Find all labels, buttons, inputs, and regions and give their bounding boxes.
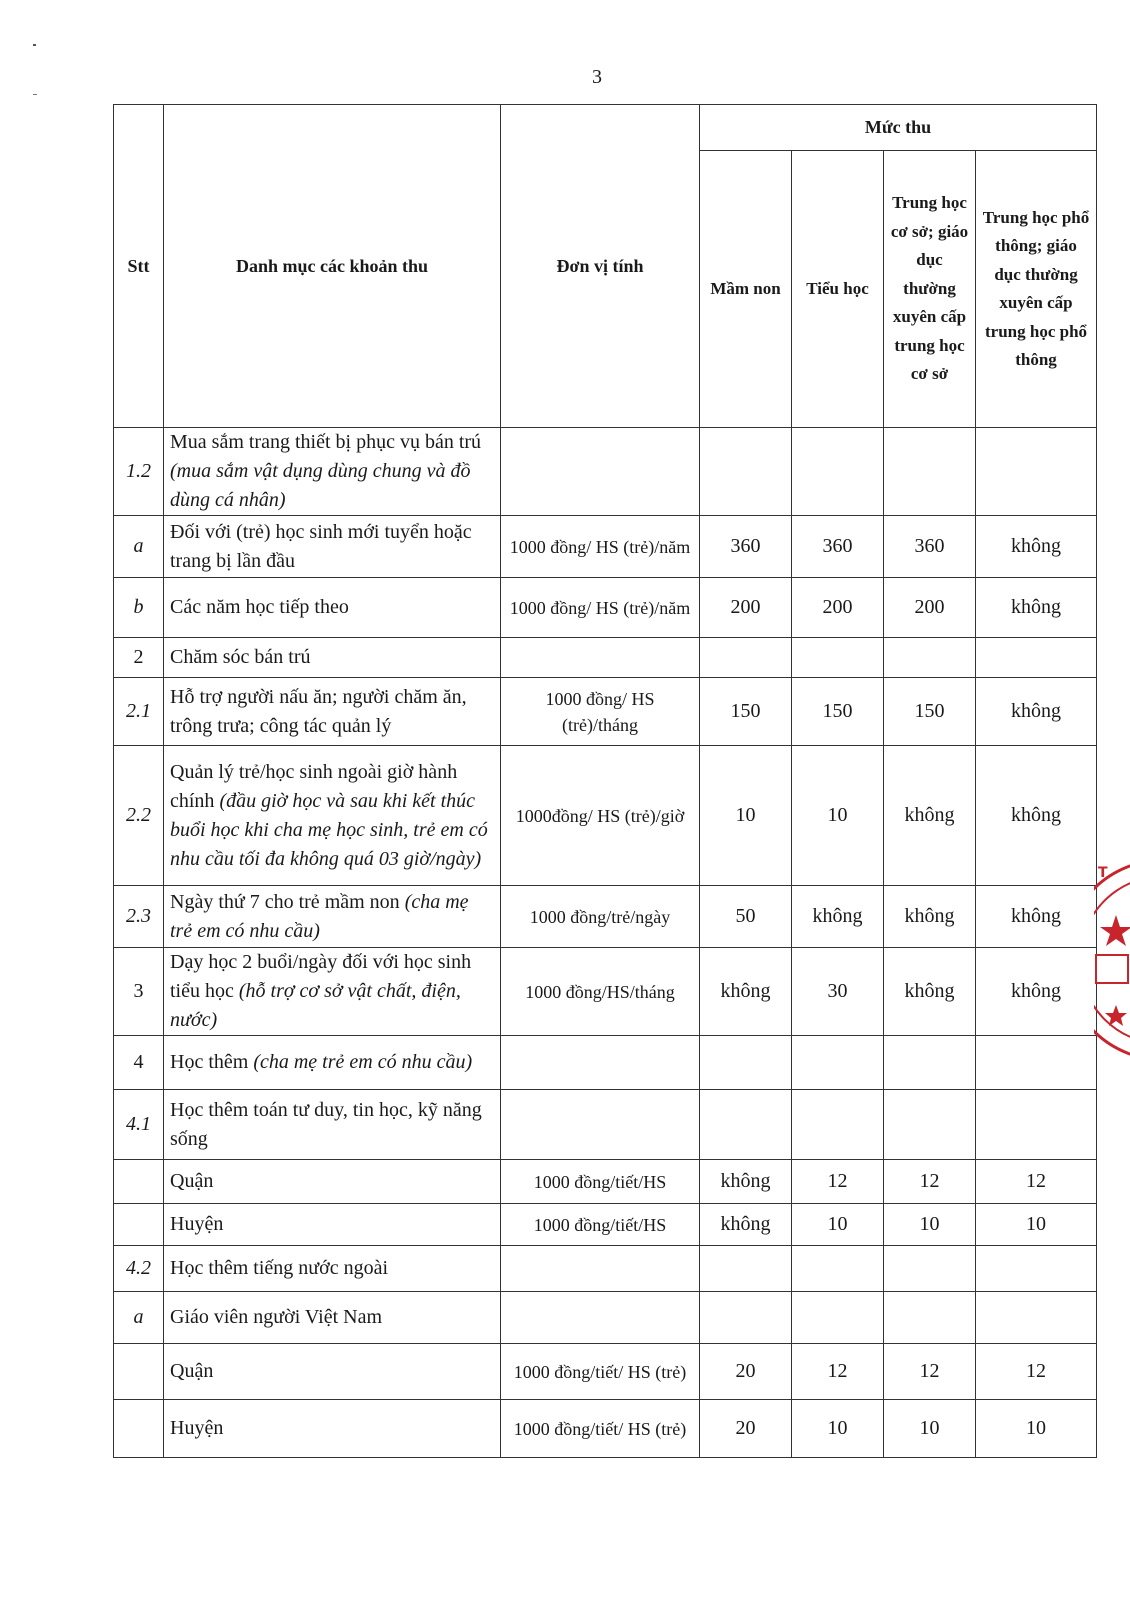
table-row (114, 746, 1097, 886)
row-fee-level-1: không (700, 1204, 792, 1246)
table-row (114, 948, 1097, 1036)
row-fee-level-2: 10 (792, 746, 884, 886)
table-row (114, 638, 1097, 678)
row-description (164, 1292, 501, 1344)
row-fee-level-2 (792, 638, 884, 678)
row-fee-level-2 (792, 428, 884, 516)
row-fee-level-4: không (976, 678, 1097, 746)
row-fee-level-4 (976, 638, 1097, 678)
row-fee-level-1: 50 (700, 886, 792, 948)
row-fee-level-4 (976, 1036, 1097, 1090)
table-row (114, 1246, 1097, 1292)
row-description (164, 1090, 501, 1160)
row-description-text: Giáo viên người Việt Nam (170, 1306, 383, 1328)
row-stt: 4.1 (114, 1090, 164, 1160)
row-unit: 1000 đồng/tiết/HS (501, 1160, 700, 1204)
row-fee-level-3: 360 (884, 516, 976, 578)
row-fee-level-4: không (976, 948, 1097, 1036)
row-description (164, 1246, 501, 1292)
row-unit: 1000 đồng/tiết/HS (501, 1204, 700, 1246)
row-unit: 1000 đồng/HS/tháng (501, 948, 700, 1036)
row-description-text: Học thêm toán tư duy, tin học, kỹ năng sống (170, 1098, 482, 1150)
row-fee-level-1: 360 (700, 516, 792, 578)
row-fee-level-3 (884, 428, 976, 516)
row-description-text: Ngày thứ 7 cho trẻ mầm non (170, 890, 400, 913)
row-fee-level-1: 20 (700, 1344, 792, 1400)
row-description (164, 1160, 501, 1204)
stamp-icon (1094, 855, 1130, 1065)
row-stt (114, 1160, 164, 1204)
row-fee-level-3: 10 (884, 1204, 976, 1246)
row-fee-level-4: 10 (976, 1400, 1097, 1458)
row-fee-level-4: 12 (976, 1160, 1097, 1204)
row-description (164, 948, 501, 1036)
row-description (164, 578, 501, 638)
row-note: (đầu giờ học và sau khi kết thúc buổi học khi cha mẹ học sinh, trẻ em có nhu cầu tối đa không quá 03 giờ/ngày) (170, 789, 488, 870)
row-unit: 1000 đồng/tiết/ HS (trẻ) (501, 1400, 700, 1458)
row-fee-level-1 (700, 428, 792, 516)
header-unit: Đơn vị tính (501, 105, 700, 428)
row-description-text: Huyện (170, 1417, 224, 1439)
row-fee-level-2 (792, 1090, 884, 1160)
row-fee-level-1: 20 (700, 1400, 792, 1458)
header-level-lower-secondary: Trung học cơ sở; giáo dục thường xuyên cấp trung học cơ sở (884, 151, 976, 428)
row-stt: 4 (114, 1036, 164, 1090)
row-stt: 3 (114, 948, 164, 1036)
row-description (164, 886, 501, 948)
row-fee-level-2: 12 (792, 1160, 884, 1204)
row-unit (501, 1036, 700, 1090)
row-fee-level-3 (884, 1090, 976, 1160)
row-fee-level-1 (700, 1292, 792, 1344)
row-fee-level-3: không (884, 886, 976, 948)
row-unit: 1000 đồng/ HS (trẻ)/tháng (501, 678, 700, 746)
row-fee-level-1: 150 (700, 678, 792, 746)
scan-mark (33, 44, 36, 46)
row-fee-level-3: không (884, 948, 976, 1036)
row-note: (cha mẹ trẻ em có nhu cầu) (253, 1051, 473, 1073)
table-row (114, 1400, 1097, 1458)
row-fee-level-4: không (976, 746, 1097, 886)
header-level-preschool: Mầm non (700, 151, 792, 428)
row-description-text: Đối với (trẻ) học sinh mới tuyển hoặc trang bị lần đầu (170, 520, 472, 572)
row-fee-level-2: không (792, 886, 884, 948)
page-number: 3 (592, 66, 602, 88)
row-description-text: Học thêm (170, 1051, 249, 1073)
row-fee-level-3: 200 (884, 578, 976, 638)
row-note: (hỗ trợ cơ sở vật chất, điện, nước) (170, 980, 461, 1031)
fee-table-body (114, 428, 1097, 1458)
row-description-text: Quận (170, 1170, 214, 1192)
row-fee-level-1 (700, 638, 792, 678)
table-row (114, 1160, 1097, 1204)
row-description-text: Quận (170, 1360, 214, 1382)
row-description-text: Quản lý trẻ/học sinh ngoài giờ hành chính (170, 760, 458, 812)
row-unit: 1000 đồng/trẻ/ngày (501, 886, 700, 948)
row-fee-level-3 (884, 1036, 976, 1090)
row-description-text: Học thêm tiếng nước ngoài (170, 1257, 389, 1279)
row-fee-level-4 (976, 1292, 1097, 1344)
row-fee-level-4: không (976, 886, 1097, 948)
table-row (114, 1036, 1097, 1090)
row-description (164, 1400, 501, 1458)
row-fee-level-3 (884, 1246, 976, 1292)
row-fee-level-2: 360 (792, 516, 884, 578)
row-description-text: Dạy học 2 buổi/ngày đối với học sinh tiểu học (170, 951, 472, 1002)
row-description (164, 746, 501, 886)
row-description (164, 516, 501, 578)
row-description-text: Mua sắm trang thiết bị phục vụ bán trú (170, 431, 482, 453)
row-fee-level-4: không (976, 578, 1097, 638)
row-fee-level-2: 10 (792, 1400, 884, 1458)
row-fee-level-3: không (884, 746, 976, 886)
row-unit (501, 428, 700, 516)
row-note: (cha mẹ trẻ em có nhu cầu) (170, 890, 469, 942)
row-stt: a (114, 516, 164, 578)
row-stt (114, 1204, 164, 1246)
row-unit (501, 638, 700, 678)
header-category: Danh mục các khoản thu (164, 105, 501, 428)
row-stt: b (114, 578, 164, 638)
table-row (114, 578, 1097, 638)
row-fee-level-3: 12 (884, 1344, 976, 1400)
header-row (114, 105, 1097, 151)
row-fee-level-3: 150 (884, 678, 976, 746)
row-fee-level-4: không (976, 516, 1097, 578)
row-fee-level-1 (700, 1246, 792, 1292)
row-description-text: Các năm học tiếp theo (170, 596, 349, 618)
row-description (164, 1344, 501, 1400)
row-fee-level-2: 30 (792, 948, 884, 1036)
row-fee-level-3 (884, 1292, 976, 1344)
row-fee-level-1: 10 (700, 746, 792, 886)
stamp-text: T (1098, 865, 1108, 881)
fee-table (113, 104, 1097, 1458)
row-description (164, 1204, 501, 1246)
row-fee-level-2: 150 (792, 678, 884, 746)
header-stt: Stt (114, 105, 164, 428)
row-stt (114, 1344, 164, 1400)
row-description-text: Hỗ trợ người nấu ăn; người chăm ăn, trông trưa; công tác quản lý (170, 685, 467, 737)
row-unit: 1000 đồng/ HS (trẻ)/năm (501, 516, 700, 578)
row-description (164, 1036, 501, 1090)
header-level-upper-secondary: Trung học phổ thông; giáo dục thường xuyên cấp trung học phổ thông (976, 151, 1097, 428)
row-description-text: Chăm sóc bán trú (170, 646, 311, 668)
row-stt: a (114, 1292, 164, 1344)
row-unit (501, 1090, 700, 1160)
row-fee-level-4 (976, 1246, 1097, 1292)
row-fee-level-2: 12 (792, 1344, 884, 1400)
row-fee-level-2: 10 (792, 1204, 884, 1246)
table-row (114, 886, 1097, 948)
row-stt: 2.1 (114, 678, 164, 746)
table-row (114, 1292, 1097, 1344)
row-fee-level-1: không (700, 1160, 792, 1204)
row-fee-level-4: 10 (976, 1204, 1097, 1246)
row-stt: 4.2 (114, 1246, 164, 1292)
header-level-primary: Tiểu học (792, 151, 884, 428)
scan-mark (33, 94, 37, 95)
row-fee-level-4 (976, 1090, 1097, 1160)
table-row (114, 1344, 1097, 1400)
row-stt: 1.2 (114, 428, 164, 516)
row-fee-level-4 (976, 428, 1097, 516)
red-stamp (1094, 855, 1130, 1065)
row-fee-level-4: 12 (976, 1344, 1097, 1400)
row-description (164, 638, 501, 678)
header-fee-level: Mức thu (700, 105, 1097, 151)
row-unit (501, 1292, 700, 1344)
row-unit: 1000đồng/ HS (trẻ)/giờ (501, 746, 700, 886)
row-stt: 2.2 (114, 746, 164, 886)
row-fee-level-1 (700, 1090, 792, 1160)
row-fee-level-2: 200 (792, 578, 884, 638)
row-unit: 1000 đồng/tiết/ HS (trẻ) (501, 1344, 700, 1400)
row-fee-level-2 (792, 1246, 884, 1292)
row-fee-level-1: 200 (700, 578, 792, 638)
table-row (114, 516, 1097, 578)
row-stt (114, 1400, 164, 1458)
table-row (114, 1204, 1097, 1246)
table-row (114, 428, 1097, 516)
table-row (114, 678, 1097, 746)
row-unit (501, 1246, 700, 1292)
row-stt: 2 (114, 638, 164, 678)
row-note: (mua sắm vật dụng dùng chung và đồ dùng cá nhân) (170, 460, 471, 511)
row-fee-level-3 (884, 638, 976, 678)
row-description-text: Huyện (170, 1213, 224, 1235)
row-fee-level-1: không (700, 948, 792, 1036)
row-description (164, 678, 501, 746)
row-fee-level-2 (792, 1292, 884, 1344)
row-description (164, 428, 501, 516)
row-fee-level-2 (792, 1036, 884, 1090)
row-fee-level-3: 12 (884, 1160, 976, 1204)
row-fee-level-3: 10 (884, 1400, 976, 1458)
row-fee-level-1 (700, 1036, 792, 1090)
table-row (114, 1090, 1097, 1160)
row-unit: 1000 đồng/ HS (trẻ)/năm (501, 578, 700, 638)
row-stt: 2.3 (114, 886, 164, 948)
